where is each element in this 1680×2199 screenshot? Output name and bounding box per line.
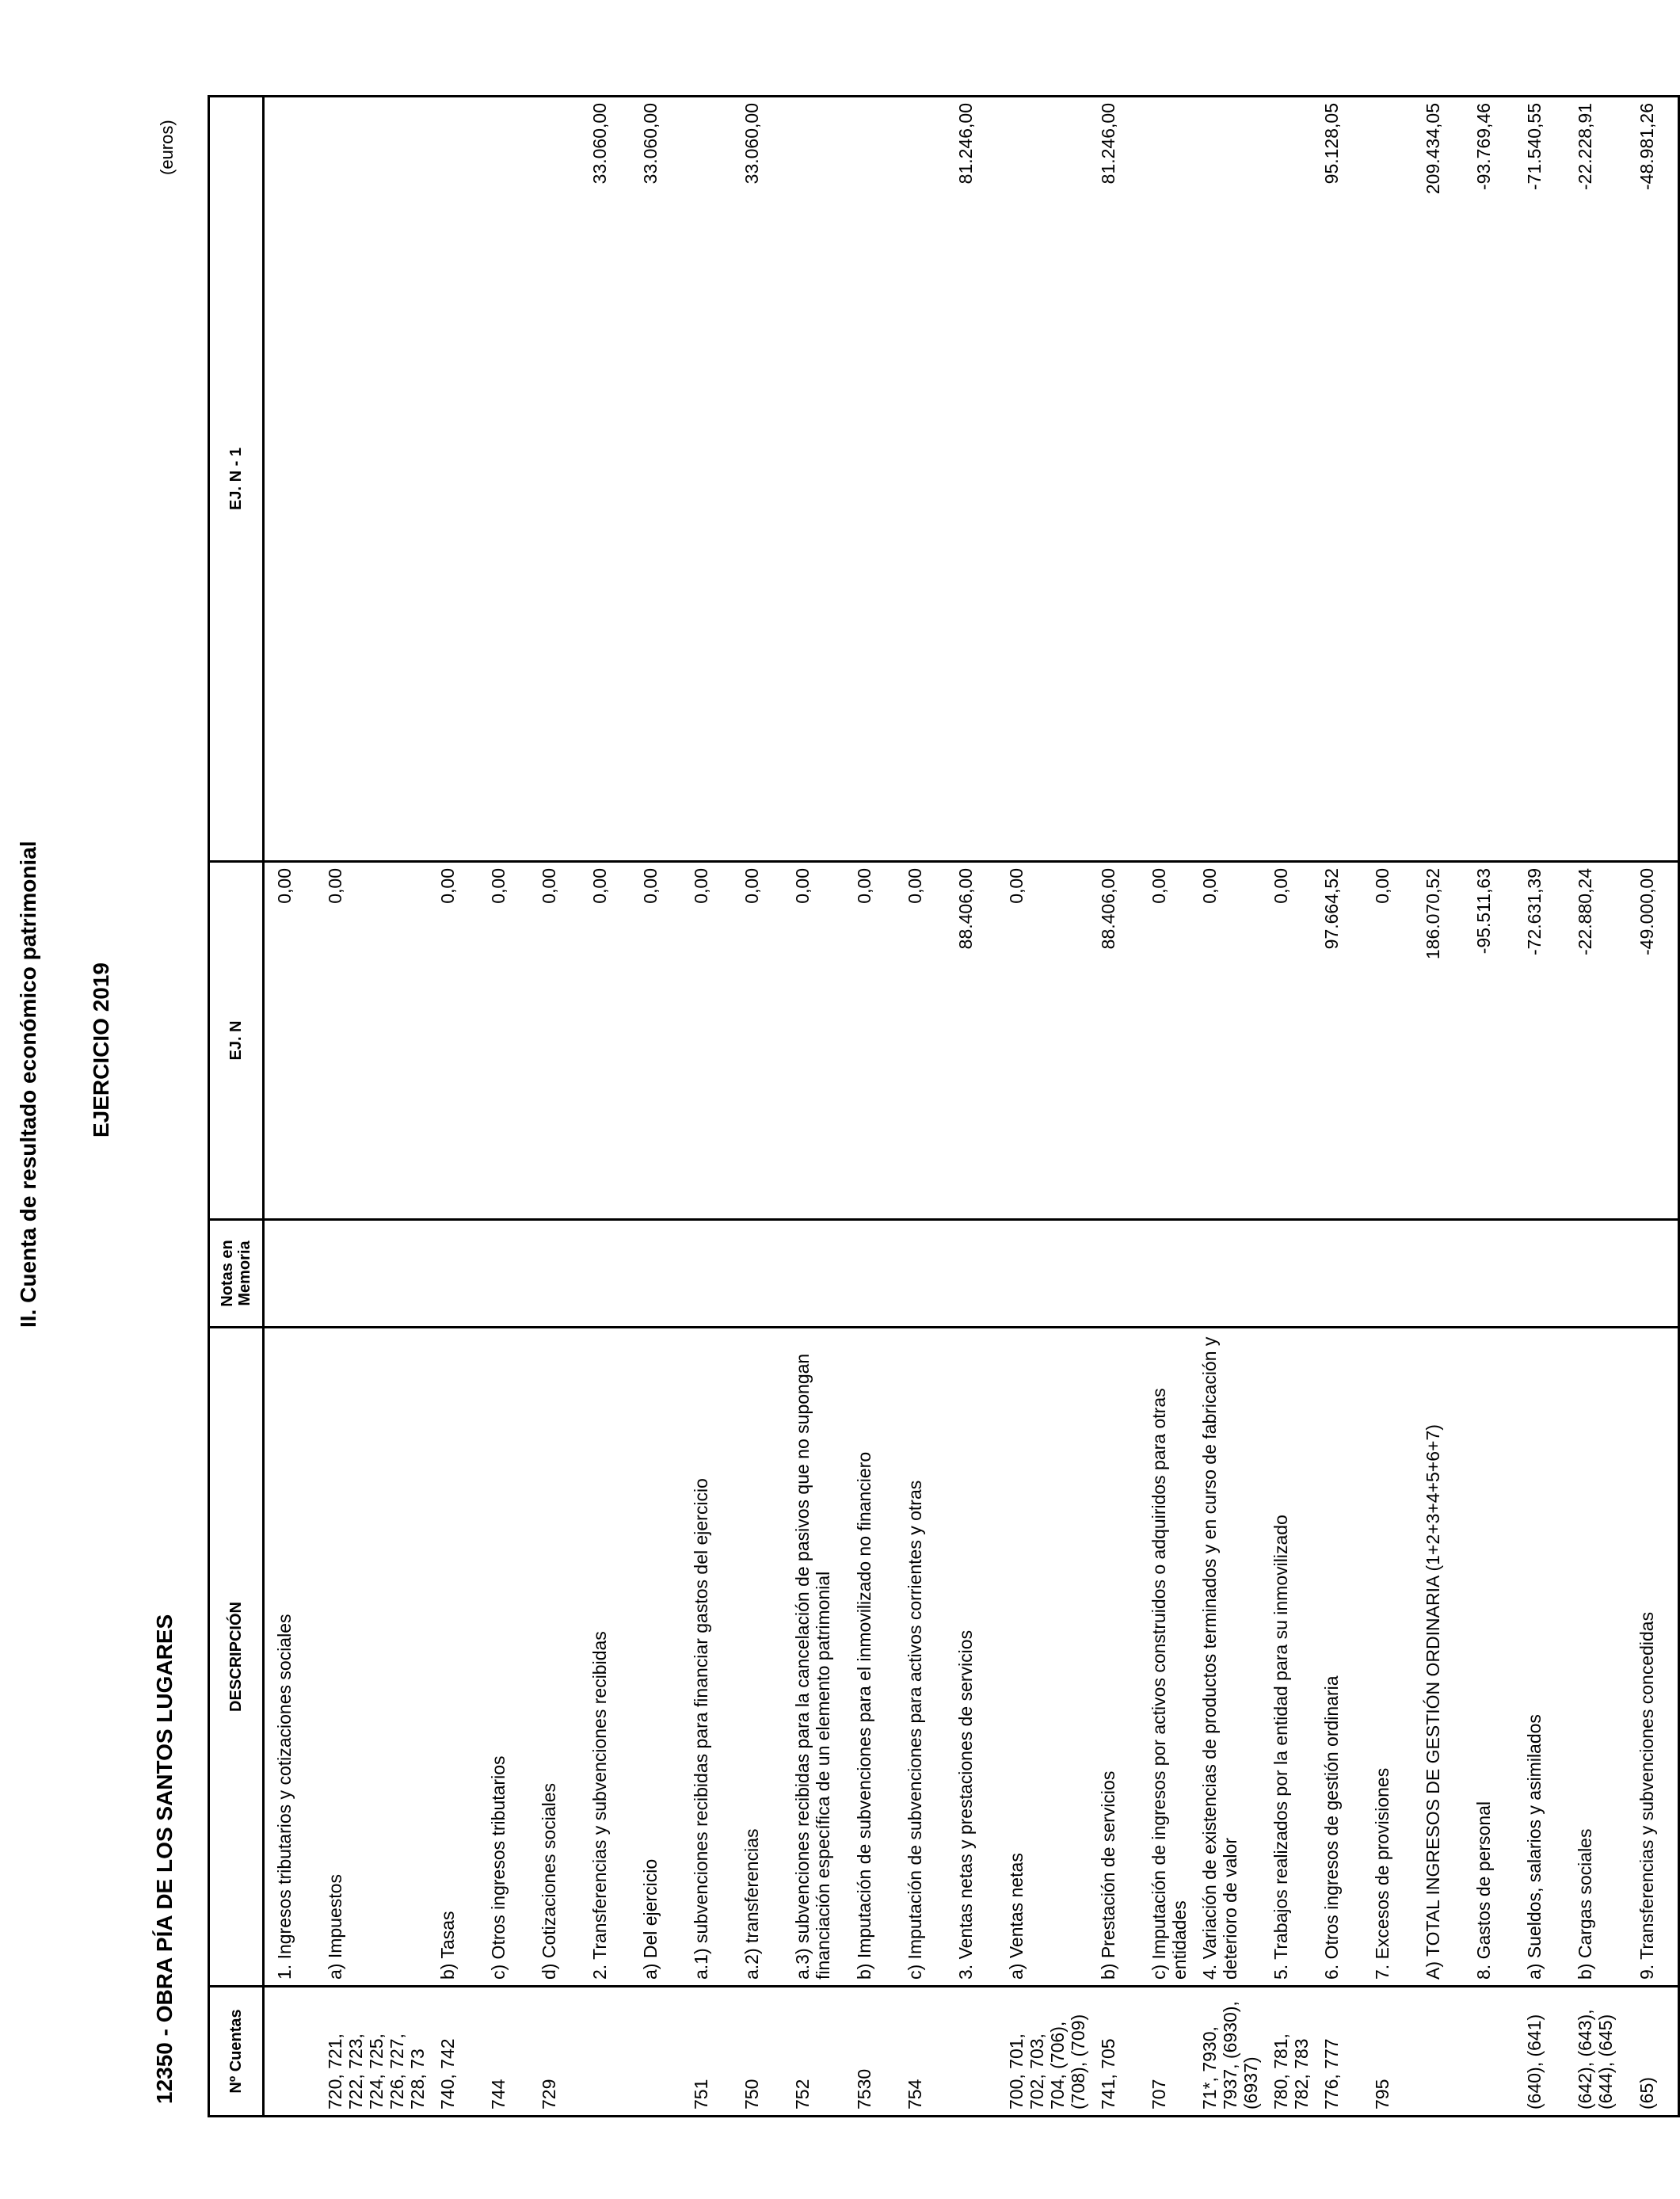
previous-year-cell: 33.060,00 [732, 97, 783, 862]
current-year-cell: -95.511,63 [1464, 862, 1514, 1220]
table-row [580, 97, 630, 2117]
entity-title: 12350 - OBRA PÍA DE LOS SANTOS LUGARES [152, 1614, 177, 2104]
col-header-current-year: EJ. N [209, 862, 264, 1220]
account-cell: (65) [1627, 1987, 1679, 2117]
table-row [783, 97, 844, 2117]
table-row [1312, 97, 1362, 2117]
current-year-cell: 0,00 [732, 862, 783, 1220]
description-cell: a) Sueldos, salarios y asimilados [1514, 1328, 1565, 1987]
notes-cell [844, 1220, 895, 1328]
description-cell: a.2) transferencias [732, 1328, 783, 1987]
previous-year-cell [428, 97, 478, 862]
current-year-cell: 88.406,00 [1088, 862, 1139, 1220]
description-cell: a) Ventas netas [996, 1328, 1088, 1987]
account-cell: 740, 742 [428, 1987, 478, 2117]
description-cell: 4. Variación de existencias de productos terminados y en curso de fabricación y deterioro de valor [1190, 1328, 1261, 1987]
notes-cell [1464, 1220, 1514, 1328]
previous-year-cell [1190, 97, 1261, 862]
notes-cell [1312, 1220, 1362, 1328]
notes-cell [1413, 1220, 1464, 1328]
description-cell: b) Cargas sociales [1565, 1328, 1627, 1987]
description-cell: c) Imputación de subvenciones para activos corrientes y otras [895, 1328, 946, 1987]
account-cell [1464, 1987, 1514, 2117]
current-year-cell: 0,00 [630, 862, 681, 1220]
notes-cell [1565, 1220, 1627, 1328]
previous-year-cell [1139, 97, 1190, 862]
notes-cell [580, 1220, 630, 1328]
description-cell: c) Imputación de ingresos por activos construidos o adquiridos para otras entidades [1139, 1328, 1190, 1987]
current-year-cell: 0,00 [428, 862, 478, 1220]
table-row [315, 97, 428, 2117]
account-cell: 707 [1139, 1987, 1190, 2117]
current-year-cell: 0,00 [580, 862, 630, 1220]
account-cell [1413, 1987, 1464, 2117]
notes-cell [630, 1220, 681, 1328]
table-row [996, 97, 1088, 2117]
table-row [478, 97, 529, 2117]
current-year-cell: 97.664,52 [1312, 862, 1362, 1220]
notes-cell [895, 1220, 946, 1328]
description-cell: 5. Trabajos realizados por la entidad para su inmovilizado [1261, 1328, 1312, 1987]
notes-cell [1514, 1220, 1565, 1328]
previous-year-cell: -71.540,55 [1514, 97, 1565, 862]
notes-cell [1362, 1220, 1413, 1328]
current-year-cell: 0,00 [1362, 862, 1413, 1220]
fiscal-year-title: EJERCICIO 2019 [89, 962, 113, 1138]
previous-year-cell: -22.228,91 [1565, 97, 1627, 862]
notes-cell [996, 1220, 1088, 1328]
account-cell: 752 [783, 1987, 844, 2117]
previous-year-cell [264, 97, 316, 862]
col-header-accounts: Nº Cuentas [209, 1987, 264, 2117]
table-row [630, 97, 681, 2117]
previous-year-cell [681, 97, 732, 862]
account-cell [580, 1987, 630, 2117]
notes-cell [529, 1220, 580, 1328]
description-cell: 9. Transferencias y subvenciones concedidas [1627, 1328, 1679, 1987]
current-year-cell: 0,00 [1139, 862, 1190, 1220]
account-cell: 754 [895, 1987, 946, 2117]
previous-year-cell [1362, 97, 1413, 862]
previous-year-cell: 33.060,00 [630, 97, 681, 862]
table-row [264, 97, 316, 2117]
account-cell: 7530 [844, 1987, 895, 2117]
notes-cell [478, 1220, 529, 1328]
previous-year-cell [529, 97, 580, 862]
table-row [1362, 97, 1413, 2117]
description-cell: A) TOTAL INGRESOS DE GESTIÓN ORDINARIA (1+2+3+4+5+6+7) [1413, 1328, 1464, 1987]
account-cell: 751 [681, 1987, 732, 2117]
current-year-cell: 0,00 [681, 862, 732, 1220]
description-cell: b) Prestación de servicios [1088, 1328, 1139, 1987]
account-cell: 741, 705 [1088, 1987, 1139, 2117]
account-cell [946, 1987, 996, 2117]
notes-cell [1139, 1220, 1190, 1328]
table-body [264, 97, 1679, 2117]
description-cell: a.1) subvenciones recibidas para financiar gastos del ejercicio [681, 1328, 732, 1987]
table-row [1413, 97, 1464, 2117]
current-year-cell: 0,00 [264, 862, 316, 1220]
notes-cell [264, 1220, 316, 1328]
previous-year-cell [996, 97, 1088, 862]
current-year-cell: 0,00 [895, 862, 946, 1220]
account-cell: 700, 701, 702, 703, 704, (706), (708), (709) [996, 1987, 1088, 2117]
table-row [1139, 97, 1190, 2117]
table-header-row [209, 97, 264, 2117]
account-cell: 744 [478, 1987, 529, 2117]
previous-year-cell [315, 97, 428, 862]
description-cell: 3. Ventas netas y prestaciones de servicios [946, 1328, 996, 1987]
account-cell: 720, 721, 722, 723, 724, 725, 726, 727, 728, 73 [315, 1987, 428, 2117]
account-cell: (640), (641) [1514, 1987, 1565, 2117]
description-cell: d) Cotizaciones sociales [529, 1328, 580, 1987]
account-cell: 776, 777 [1312, 1987, 1362, 2117]
description-cell: b) Tasas [428, 1328, 478, 1987]
description-cell: 6. Otros ingresos de gestión ordinaria [1312, 1328, 1362, 1987]
previous-year-cell [783, 97, 844, 862]
account-cell: 729 [529, 1987, 580, 2117]
table-row [681, 97, 732, 2117]
description-cell: 1. Ingresos tributarios y cotizaciones sociales [264, 1328, 316, 1987]
current-year-cell: 0,00 [1190, 862, 1261, 1220]
current-year-cell: 0,00 [478, 862, 529, 1220]
account-cell: (642), (643), (644), (645) [1565, 1987, 1627, 2117]
notes-cell [1261, 1220, 1312, 1328]
description-cell: 8. Gastos de personal [1464, 1328, 1514, 1987]
previous-year-cell: 81.246,00 [946, 97, 996, 862]
previous-year-cell [1261, 97, 1312, 862]
description-cell: b) Imputación de subvenciones para el inmovilizado no financiero [844, 1328, 895, 1987]
table-row [1565, 97, 1627, 2117]
current-year-cell: 0,00 [1261, 862, 1312, 1220]
previous-year-cell [478, 97, 529, 862]
previous-year-cell: 81.246,00 [1088, 97, 1139, 862]
previous-year-cell [895, 97, 946, 862]
previous-year-cell: 95.128,05 [1312, 97, 1362, 862]
description-cell: a) Del ejercicio [630, 1328, 681, 1987]
notes-cell [681, 1220, 732, 1328]
table-row [1464, 97, 1514, 2117]
table-row [428, 97, 478, 2117]
current-year-cell: -72.631,39 [1514, 862, 1565, 1220]
notes-cell [946, 1220, 996, 1328]
current-year-cell: 0,00 [529, 862, 580, 1220]
notes-cell [315, 1220, 428, 1328]
current-year-cell: 88.406,00 [946, 862, 996, 1220]
col-header-previous-year: EJ. N - 1 [209, 97, 264, 862]
notes-cell [1088, 1220, 1139, 1328]
col-header-description: DESCRIPCIÓN [209, 1328, 264, 1987]
table-row [1627, 97, 1679, 2117]
description-cell: a) Impuestos [315, 1328, 428, 1987]
previous-year-cell [844, 97, 895, 862]
previous-year-cell: 33.060,00 [580, 97, 630, 862]
account-cell: 795 [1362, 1987, 1413, 2117]
table-row [844, 97, 895, 2117]
account-cell: 750 [732, 1987, 783, 2117]
account-cell [630, 1987, 681, 2117]
description-cell: a.3) subvenciones recibidas para la cancelación de pasivos que no supongan financiación específica de un elemento patrimonial [783, 1328, 844, 1987]
account-cell: 71*, 7930, 7937, (6930), (6937) [1190, 1987, 1261, 2117]
previous-year-cell: 209.434,05 [1413, 97, 1464, 862]
notes-cell [783, 1220, 844, 1328]
previous-year-cell: -48.981,26 [1627, 97, 1679, 862]
table-row [1088, 97, 1139, 2117]
current-year-cell: 0,00 [996, 862, 1088, 1220]
current-year-cell: 0,00 [844, 862, 895, 1220]
notes-cell [428, 1220, 478, 1328]
current-year-cell: 0,00 [783, 862, 844, 1220]
description-cell: 7. Excesos de provisiones [1362, 1328, 1413, 1987]
current-year-cell: 0,00 [315, 862, 428, 1220]
notes-cell [1627, 1220, 1679, 1328]
description-cell: 2. Transferencias y subvenciones recibidas [580, 1328, 630, 1987]
account-cell [264, 1987, 316, 2117]
notes-cell [1190, 1220, 1261, 1328]
document-title: II. Cuenta de resultado económico patrimonial [16, 840, 40, 1328]
current-year-cell: -49.000,00 [1627, 862, 1679, 1220]
col-header-notes: Notas en Memoria [209, 1220, 264, 1328]
table-row [895, 97, 946, 2117]
table-row [1190, 97, 1261, 2117]
notes-cell [732, 1220, 783, 1328]
table-row [946, 97, 996, 2117]
current-year-cell: -22.880,24 [1565, 862, 1627, 1220]
table-row [1514, 97, 1565, 2117]
table-row [732, 97, 783, 2117]
description-cell: c) Otros ingresos tributarios [478, 1328, 529, 1987]
table-row [529, 97, 580, 2117]
current-year-cell: 186.070,52 [1413, 862, 1464, 1220]
results-table [208, 95, 1680, 2117]
table-row [1261, 97, 1312, 2117]
previous-year-cell: -93.769,46 [1464, 97, 1514, 862]
account-cell: 780, 781, 782, 783 [1261, 1987, 1312, 2117]
currency-unit: (euros) [157, 120, 177, 175]
